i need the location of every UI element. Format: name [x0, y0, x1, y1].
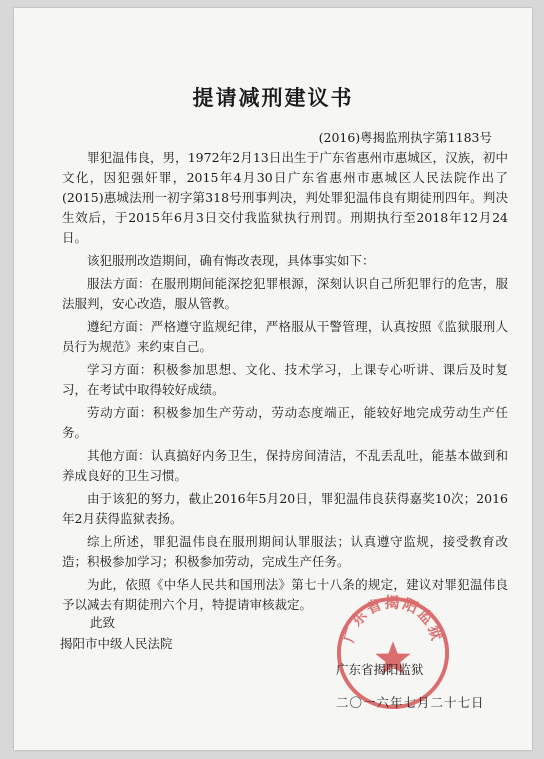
paragraph-awards: 由于该犯的努力，截止2016年5月20日，罪犯温伟良获得嘉奖10次；2016年2月获得监狱表扬。 [62, 491, 508, 526]
svg-text:广东省揭阳监狱: 广东省揭阳监狱 [340, 594, 446, 645]
recipient-block [60, 612, 173, 654]
document-page [14, 8, 532, 750]
salutation: 此致 [90, 615, 116, 630]
paragraph-proposal: 为此，依照《中华人民共和国刑法》第七十八条的规定，建议对罪犯温伟良予以减去有期徒刑六个月，特提请审核裁定。 [62, 577, 508, 612]
paragraph-summary: 综上所述，罪犯温伟良在服刑期间认罪服法；认真遵守监规，接受教育改造；积极参加学习；积极参加劳动，完成生产任务。 [62, 534, 508, 569]
signature-date: 二〇一六年七月二十七日 [336, 695, 485, 710]
signature-organization: 广东省揭阳监狱 [336, 662, 424, 677]
document-number: (2016)粤揭监刑执字第1183号 [318, 130, 492, 145]
paragraph-labor: 劳动方面：积极参加生产劳动，劳动态度端正，能较好地完成劳动生产任务。 [62, 405, 508, 440]
paragraph-intro-facts: 该犯服刑改造期间，确有悔改表现，具体事实如下： [87, 253, 375, 268]
paragraph-other: 其他方面：认真搞好内务卫生，保持房间清洁，不乱丢乱吐，能基本做到和养成良好的卫生习惯。 [62, 448, 508, 483]
paragraph-study: 学习方面：积极参加思想、文化、技术学习，上课专心听讲、课后及时复习，在考试中取得较好成绩。 [62, 362, 508, 397]
recipient-court: 揭阳市中级人民法院 [60, 636, 173, 651]
paragraph-discipline: 遵纪方面：严格遵守监规纪律，严格服从干警管理，认真按照《监狱服刑人员行为规范》来约束自己。 [62, 319, 508, 354]
document-title: 提请减刑建议书 [192, 85, 354, 110]
document-body [62, 148, 508, 618]
paragraph-obedience: 服法方面：在服刑期间能深挖犯罪根源，深刻认识自己所犯罪行的危害，服法服判，安心改造，服从管教。 [62, 276, 508, 311]
paragraph-criminal-info: 罪犯温伟良，男，1972年2月13日出生于广东省惠州市惠城区，汉族，初中文化，因犯强奸罪，2015年4月30日广东省惠州市惠城区人民法院作出了(2015)惠城法刑一初字第318号刑事判决，判处罪犯温伟良有期徒刑四年。判决生效后，于2015年6月3日交付我监狱执行刑罚。刑期执行至2018年12月24日。 [62, 150, 508, 245]
